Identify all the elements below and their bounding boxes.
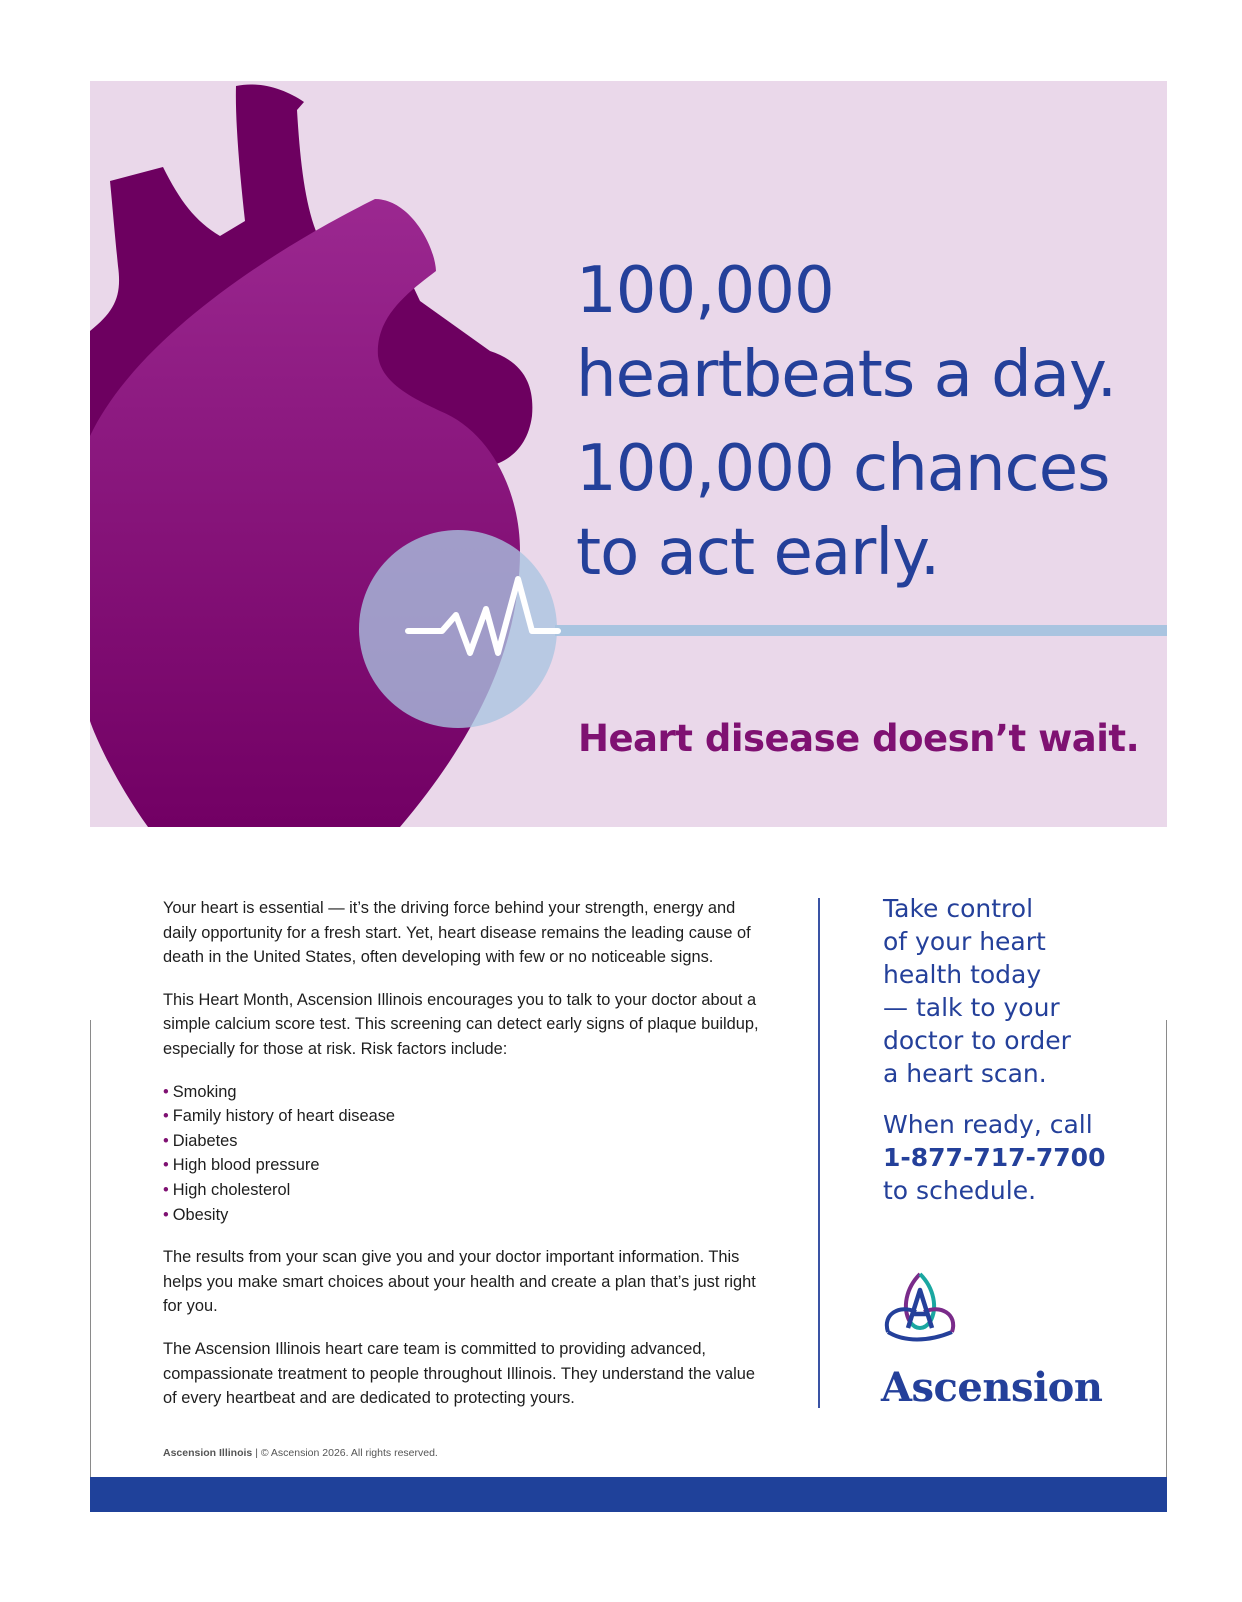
- list-item-label: High blood pressure: [172, 1156, 320, 1175]
- bottom-color-bar: [90, 1477, 1167, 1512]
- phone-number-link[interactable]: 1-877-717-7700: [883, 1143, 1106, 1172]
- body-copy: [163, 896, 773, 1429]
- cta-line: doctor to order: [883, 1026, 1071, 1055]
- list-item-label: Diabetes: [172, 1131, 238, 1150]
- list-item-label: High cholesterol: [172, 1180, 291, 1199]
- list-item-label: Obesity: [172, 1205, 229, 1224]
- risk-factor-list: [163, 1080, 773, 1228]
- list-item: [163, 1203, 773, 1228]
- headline-line: to act early.: [576, 516, 940, 590]
- cta-line: Take control: [883, 894, 1034, 923]
- footer-org: Ascension Illinois: [163, 1447, 253, 1459]
- list-item: [163, 1129, 773, 1154]
- headline-line: 100,000 chances: [576, 432, 1110, 506]
- bullet-icon: •: [163, 1131, 169, 1150]
- list-item-label: Family history of heart disease: [172, 1107, 396, 1126]
- list-item: [163, 1178, 773, 1203]
- footer-separator: |: [252, 1447, 261, 1459]
- body-paragraph: This Heart Month, Ascension Illinois encourages you to talk to your doctor about a simple calcium score test. This screening can detect early signs of plaque buildup, especially for those at risk. Risk factors include:: [163, 990, 759, 1058]
- body-paragraph: The Ascension Illinois heart care team is committed to providing advanced, compassionate treatment to people throughout Illinois. They understand the value of every heartbeat and are dedicated to protecting yours.: [163, 1339, 755, 1408]
- cta-sidebar: [883, 892, 1183, 1225]
- call-to-schedule: [883, 1108, 1183, 1207]
- list-item: [163, 1104, 773, 1129]
- footer-copyright-text: © Ascension 2026. All rights reserved.: [260, 1447, 438, 1459]
- cta-message: [883, 892, 1183, 1090]
- body-paragraph: The results from your scan give you and your doctor important information. This helps you make smart choices about your health and create a plan that’s just right for you.: [163, 1248, 756, 1316]
- cta-line: — talk to your: [883, 993, 1060, 1022]
- list-item: [163, 1080, 773, 1105]
- column-divider: [818, 898, 820, 1408]
- headline: [576, 249, 1136, 595]
- headline-block-2: [576, 427, 1136, 595]
- bullet-icon: •: [163, 1082, 169, 1101]
- body-paragraph: Your heart is essential — it’s the driving force behind your strength, energy and daily opportunity for a fresh start. Yet, heart disease remains the leading cause of death in the United States, often developing with few or no noticeable signs.: [163, 899, 751, 967]
- ascension-logo-icon: [880, 1270, 960, 1344]
- bullet-icon: •: [163, 1107, 169, 1126]
- hero-banner: [90, 81, 1167, 827]
- bullet-icon: •: [163, 1180, 169, 1199]
- headline-block-1: [576, 249, 1136, 417]
- bullet-icon: •: [163, 1156, 169, 1175]
- footer-copyright: [163, 1447, 438, 1459]
- cta-line: health today: [883, 960, 1042, 989]
- list-item: [163, 1153, 773, 1178]
- tagline: Heart disease doesn’t wait.: [578, 717, 1140, 760]
- call-line: When ready, call: [883, 1110, 1093, 1139]
- schedule-line: to schedule.: [883, 1176, 1037, 1205]
- headline-line: 100,000: [576, 254, 834, 328]
- list-item-label: Smoking: [172, 1082, 237, 1101]
- ascension-wordmark: Ascension: [881, 1364, 1103, 1411]
- bullet-icon: •: [163, 1205, 169, 1224]
- pulse-line: [555, 625, 1167, 636]
- headline-line: heartbeats a day.: [576, 338, 1117, 412]
- cta-line: of your heart: [883, 927, 1046, 956]
- frame-left-bottom: [90, 1020, 91, 1512]
- cta-line: a heart scan.: [883, 1059, 1047, 1088]
